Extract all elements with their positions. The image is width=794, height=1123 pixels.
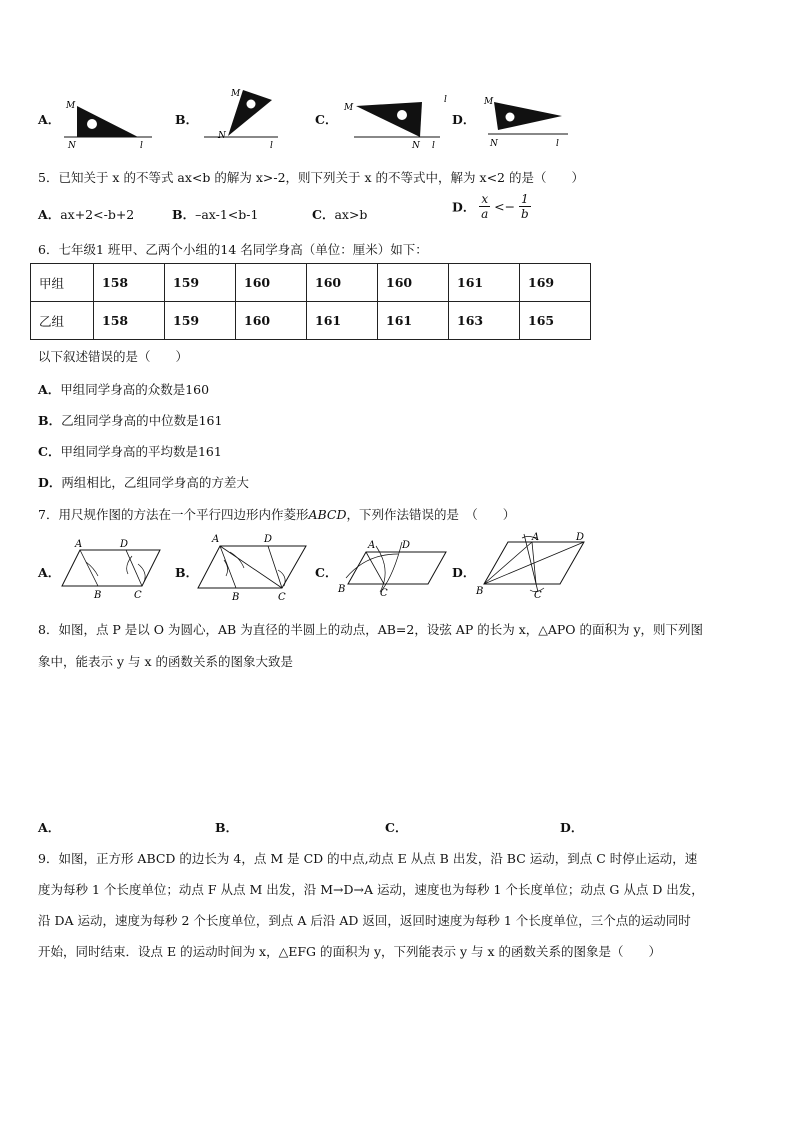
- q8-option-a[interactable]: A．: [38, 820, 61, 835]
- vertex-b: B: [338, 584, 346, 595]
- table-cell: 163: [449, 302, 520, 340]
- vertex-b: B: [232, 592, 240, 603]
- table-cell: 160: [307, 264, 378, 302]
- label-l: l: [140, 141, 143, 151]
- q5-option-d-fraction-1: $\frac{x}{a}$: [481, 192, 489, 221]
- vertex-d: D: [402, 540, 411, 551]
- q6-option-a[interactable]: A．甲组同学身高的众数是160: [38, 382, 210, 397]
- vertex-c: C: [134, 590, 142, 601]
- q8-option-c[interactable]: C．: [385, 820, 408, 835]
- q5-option-d-operator: <−: [494, 199, 516, 214]
- q7-option-a-figure: [58, 536, 168, 602]
- label-m: M: [231, 89, 241, 99]
- vertex-d: D: [576, 532, 585, 543]
- vertex-d: D: [264, 534, 273, 545]
- table-cell: 160: [236, 264, 307, 302]
- q7-option-c-figure: [336, 534, 450, 600]
- q5-stem: 5．已知关于 x 的不等式 ax<b 的解为 x>-2，则下列关于 x 的不等式中，解为 x<2 的是（ ）: [38, 170, 584, 185]
- label-n: N: [412, 141, 420, 151]
- q4-option-b-label[interactable]: B．: [175, 112, 199, 127]
- vertex-b: B: [476, 586, 484, 597]
- heights-table: [30, 263, 591, 340]
- ruler-hole: [506, 113, 515, 122]
- vertex-a: A: [75, 539, 83, 550]
- table-cell: 161: [449, 264, 520, 302]
- q5-option-c-text: ax>b: [334, 207, 368, 222]
- q5-option-c[interactable]: [312, 205, 367, 223]
- q4-option-a-label[interactable]: A．: [38, 112, 61, 127]
- table-cell: 159: [165, 302, 236, 340]
- vertex-a: A: [532, 532, 540, 543]
- q5-option-a-label: A．: [38, 207, 61, 222]
- parallelogram: [348, 552, 446, 584]
- label-l: l: [270, 141, 273, 151]
- table-cell: 160: [378, 264, 449, 302]
- table-cell: 158: [94, 264, 165, 302]
- q9-stem-line-3: 沿 DA 运动，速度为每秒 2 个长度单位，到点 A 后沿 AD 返回，返回时速度为每秒 1 个长度单位，三个点的运动同时: [38, 913, 691, 928]
- table-cell: 158: [94, 302, 165, 340]
- q5-option-a[interactable]: [38, 205, 134, 223]
- q4-option-b-figure: [196, 86, 286, 150]
- label-n: N: [490, 139, 498, 149]
- q5-option-a-text: ax+2<-b+2: [60, 207, 135, 222]
- group-header: 甲组: [31, 264, 94, 302]
- q4-option-d-figure: [476, 92, 576, 150]
- vertex-c: C: [278, 592, 286, 603]
- q7-option-b-figure: [196, 530, 314, 604]
- q9-stem-line-4: 开始，同时结束．设点 E 的运动时间为 x，△EFG 的面积为 y，下列能表示 y 与 x 的函数关系的图象是（ ）: [38, 944, 662, 959]
- label-m: M: [344, 103, 354, 113]
- table-cell: 160: [236, 302, 307, 340]
- vertex-c: C: [380, 588, 388, 599]
- parallelogram: [198, 546, 306, 588]
- q5-option-d-fraction-2: $\frac{1}{b}$: [521, 192, 529, 221]
- q8-stem-line-1: 8．如图，点 P 是以 O 为圆心，AB 为直径的半圆上的动点，AB=2，设弦 AP 的长为 x，△APO 的面积为 y，则下列图: [38, 622, 704, 637]
- group-header: 乙组: [31, 302, 94, 340]
- q8-option-b[interactable]: B．: [215, 820, 239, 835]
- q4-option-a-figure: [62, 96, 157, 150]
- q7-option-d-label[interactable]: D．: [452, 565, 476, 580]
- label-n: N: [218, 131, 226, 141]
- label-l: l: [432, 141, 435, 151]
- label-m: M: [484, 97, 494, 107]
- table-row: [31, 302, 591, 340]
- label-n: N: [68, 141, 76, 151]
- q6-question: 以下叙述错误的是（ ）: [38, 349, 189, 364]
- table-cell: 161: [378, 302, 449, 340]
- q5-option-b-label: B．: [172, 207, 196, 222]
- triangle-ruler: [77, 106, 138, 137]
- q7-option-c-label[interactable]: C．: [315, 565, 338, 580]
- triangle-ruler: [356, 102, 422, 137]
- q6-option-c[interactable]: C．甲组同学身高的平均数是161: [38, 444, 222, 459]
- q7-stem: 7．用尺规作图的方法在一个平行四边形内作菱形ABCD，下列作法错误的是 （ ）: [38, 507, 516, 522]
- label-l-top: l: [444, 95, 447, 105]
- q7-option-a-label[interactable]: A．: [38, 565, 61, 580]
- q8-option-d[interactable]: D．: [560, 820, 584, 835]
- q9-stem-line-2: 度为每秒 1 个长度单位；动点 F 从点 M 出发，沿 M→D→A 运动，速度也为每秒 1 个长度单位；动点 G 从点 D 出发，: [38, 882, 704, 897]
- q6-option-d[interactable]: D．两组相比，乙组同学身高的方差大: [38, 475, 249, 490]
- ruler-hole: [247, 100, 256, 109]
- ruler-hole: [397, 110, 407, 120]
- vertex-d: D: [120, 539, 129, 550]
- table-cell: 169: [520, 264, 591, 302]
- vertex-c: C: [534, 590, 542, 601]
- q9-stem-line-1: 9．如图，正方形 ABCD 的边长为 4，点 M 是 CD 的中点,动点 E 从点 B 出发，沿 BC 运动，到点 C 时停止运动，速: [38, 851, 698, 866]
- q5-option-d-label: D．: [452, 199, 476, 215]
- table-cell: 159: [165, 264, 236, 302]
- q4-option-c-label[interactable]: C．: [315, 112, 338, 127]
- q5-option-b[interactable]: [172, 205, 258, 223]
- vertex-a: A: [368, 540, 376, 551]
- table-cell: 161: [307, 302, 378, 340]
- q6-stem: 6．七年级1 班甲、乙两个小组的14 名同学身高（单位：厘米）如下：: [38, 242, 428, 257]
- triangle-ruler: [494, 102, 562, 130]
- vertex-b: B: [94, 590, 102, 601]
- ruler-hole: [87, 119, 97, 129]
- q6-option-b[interactable]: B．乙组同学身高的中位数是161: [38, 413, 223, 428]
- label-l: l: [556, 139, 559, 149]
- q4-option-c-figure: [340, 92, 445, 150]
- q7-stem-math: ABCD: [308, 507, 347, 522]
- q7-option-b-label[interactable]: B．: [175, 565, 199, 580]
- vertex-a: A: [212, 534, 220, 545]
- q5-option-c-label: C．: [312, 207, 335, 222]
- parallelogram: [62, 550, 160, 586]
- table-cell: 165: [520, 302, 591, 340]
- table-row: [31, 264, 591, 302]
- q4-option-d-label[interactable]: D．: [452, 112, 476, 127]
- q8-stem-line-2: 象中，能表示 y 与 x 的函数关系的图象大致是: [38, 654, 294, 669]
- label-m: M: [66, 101, 76, 111]
- q7-option-d-figure: [474, 528, 592, 602]
- q5-option-b-text: –ax-1<b-1: [195, 207, 259, 222]
- q5-option-d[interactable]: [452, 192, 531, 221]
